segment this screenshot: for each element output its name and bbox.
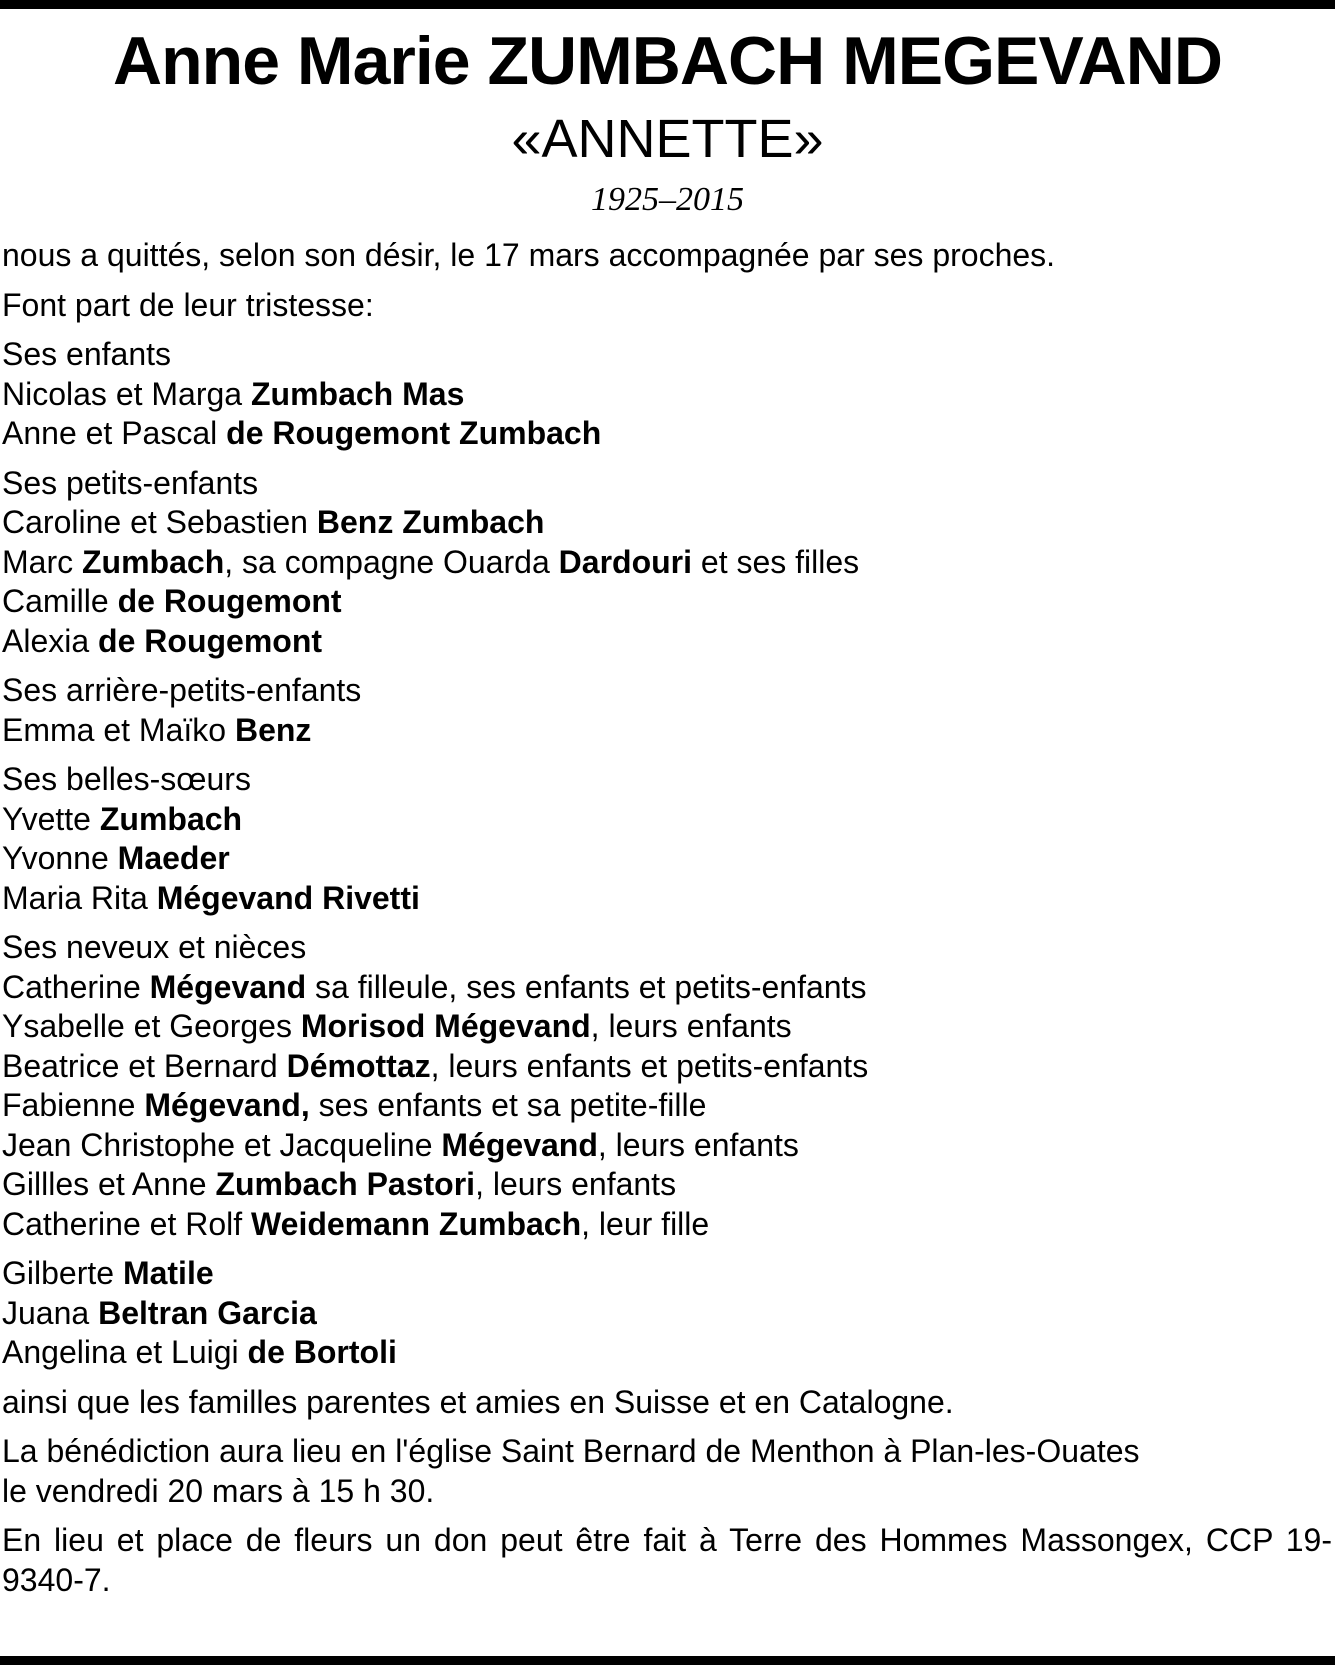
familles-text: ainsi que les familles parentes et amies en Suisse et en Catalogne. xyxy=(2,1383,954,1420)
family-line: Ysabelle et Georges Morisod Mégevand, leurs enfants xyxy=(2,1008,792,1044)
family-line: Angelina et Luigi de Bortoli xyxy=(2,1334,397,1370)
obituary-body xyxy=(2,236,1332,1610)
family-line: Beatrice et Bernard Démottaz, leurs enfants et petits-enfants xyxy=(2,1047,869,1084)
nickname: «ANNETTE» xyxy=(511,109,824,169)
family-line: Yvette Zumbach xyxy=(2,800,243,837)
obituary-header xyxy=(0,20,1335,220)
announce-text: Font part de leur tristesse: xyxy=(2,286,374,323)
section-title: Ses belles-sœurs xyxy=(2,761,251,797)
section-neveux-nieces xyxy=(2,928,1332,1244)
section-petits-enfants xyxy=(2,464,1332,662)
section-title: Ses enfants xyxy=(2,336,171,372)
family-line: Jean Christophe et Jacqueline Mégevand, leurs enfants xyxy=(2,1126,799,1163)
life-dates: 1925–2015 xyxy=(591,181,744,218)
top-rule xyxy=(0,0,1335,9)
family-line: Camille de Rougemont xyxy=(2,583,342,619)
family-line: Nicolas et Marga Zumbach Mas xyxy=(2,375,465,412)
family-line: Fabienne Mégevand, ses enfants et sa petite-fille xyxy=(2,1087,707,1123)
family-line: Alexia de Rougemont xyxy=(2,622,323,659)
section-arriere-petits-enfants xyxy=(2,671,1332,750)
section-title: Ses arrière-petits-enfants xyxy=(2,672,362,708)
family-line: Anne et Pascal de Rougemont Zumbach xyxy=(2,415,602,451)
family-line: Maria Rita Mégevand Rivetti xyxy=(2,879,420,916)
donation-text: En lieu et place de fleurs un don peut être fait à Terre des Hommes Massongex, CCP 19-9340-7. xyxy=(2,1522,1332,1598)
family-line: Gilberte Matile xyxy=(2,1255,214,1291)
section-autres xyxy=(2,1254,1332,1373)
family-line: Catherine Mégevand sa filleule, ses enfants et petits-enfants xyxy=(2,968,867,1005)
bottom-rule xyxy=(0,1656,1335,1665)
family-line: Emma et Maïko Benz xyxy=(2,711,312,748)
family-line: Gillles et Anne Zumbach Pastori, leurs enfants xyxy=(2,1166,677,1202)
benediction-line: le vendredi 20 mars à 15 h 30. xyxy=(2,1472,435,1509)
family-line: Caroline et Sebastien Benz Zumbach xyxy=(2,504,545,540)
family-line: Yvonne Maeder xyxy=(2,840,230,876)
section-enfants xyxy=(2,335,1332,454)
benediction-line: La bénédiction aura lieu en l'église Saint Bernard de Menthon à Plan-les-Ouates xyxy=(2,1433,1140,1469)
deceased-name: Anne Marie ZUMBACH MEGEVAND xyxy=(113,23,1222,99)
family-line: Juana Beltran Garcia xyxy=(2,1294,317,1331)
section-belles-soeurs xyxy=(2,760,1332,918)
family-line: Catherine et Rolf Weidemann Zumbach, leur fille xyxy=(2,1205,710,1242)
section-title: Ses neveux et nièces xyxy=(2,929,307,965)
intro-text: nous a quittés, selon son désir, le 17 mars accompagnée par ses proches. xyxy=(2,237,1056,273)
benediction-text xyxy=(2,1432,1332,1511)
family-line: Marc Zumbach, sa compagne Ouarda Dardouri et ses filles xyxy=(2,543,860,580)
section-title: Ses petits-enfants xyxy=(2,464,259,501)
